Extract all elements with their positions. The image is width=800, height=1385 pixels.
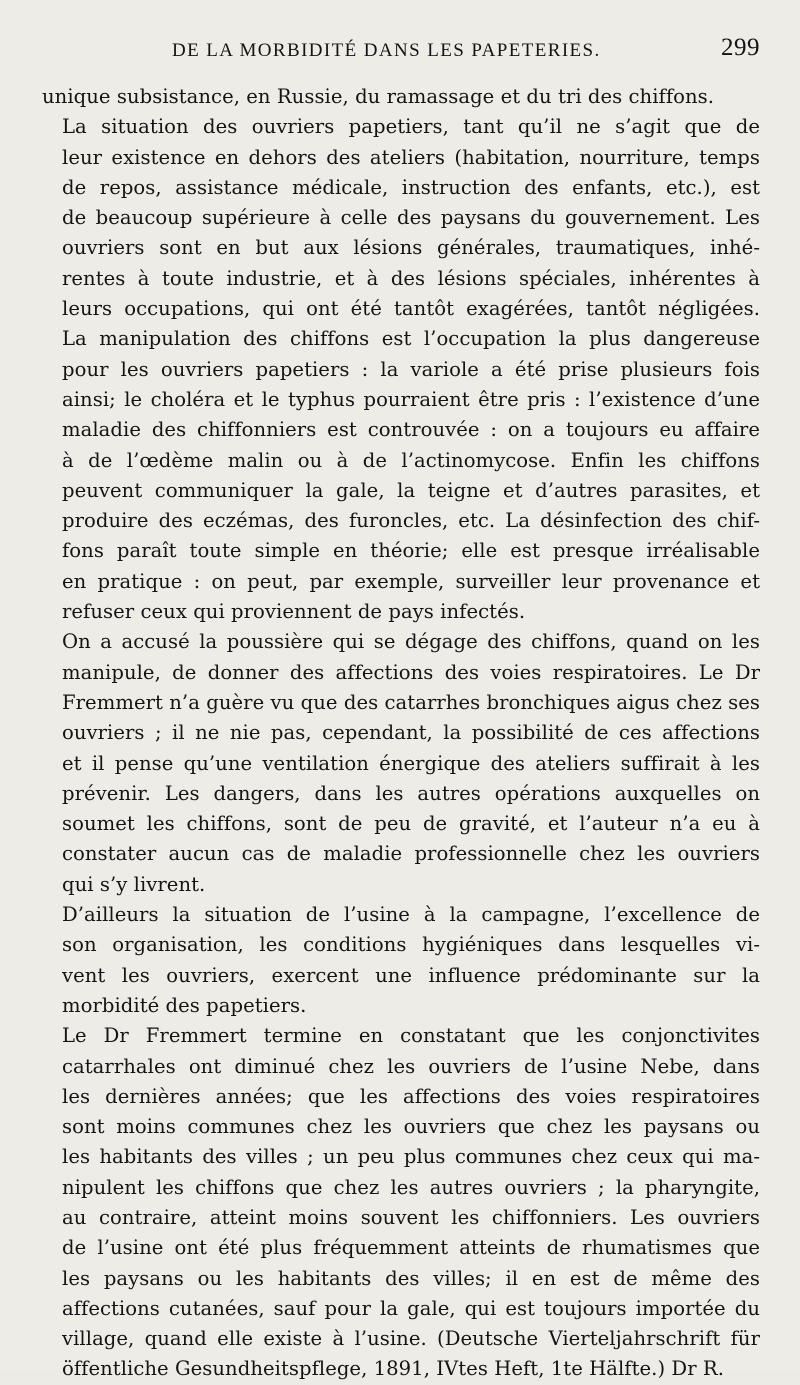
paragraph bbox=[42, 900, 760, 1021]
text-line: à de l’œdème malin ou à de l’actinomycose. Enfin les chiffons bbox=[62, 448, 760, 472]
text-line: leur existence en dehors des ateliers (habitation, nourriture, temps bbox=[62, 145, 760, 169]
paragraph bbox=[42, 1021, 760, 1385]
text-line: fons paraît toute simple en théorie; elle est presque irréalisable bbox=[62, 539, 760, 563]
text-line: qui s’y livrent. bbox=[62, 872, 206, 896]
page-number: 299 bbox=[721, 34, 760, 61]
text-line: rentes à toute industrie, et à des lésions spéciales, inhérentes à bbox=[62, 266, 760, 290]
running-title: DE LA MORBIDITÉ DANS LES PAPETERIES. bbox=[172, 40, 601, 61]
text-line: de l’usine ont été plus fréquemment atteints de rhumatismes que bbox=[62, 1236, 760, 1260]
text-line: La situation des ouvriers papetiers, tant qu’il ne s’agit que de bbox=[62, 115, 760, 139]
text-line: village, quand elle existe à l’usine. (Deutsche Vierteljahrschrift für bbox=[62, 1327, 760, 1351]
text-line: sont moins communes chez les ouvriers que chez les paysans ou bbox=[62, 1115, 760, 1139]
text-line: au contraire, atteint moins souvent les chiffonniers. Les ouvriers bbox=[62, 1205, 760, 1229]
text-line: les habitants des villes ; un peu plus communes chez ceux qui ma- bbox=[62, 1145, 760, 1169]
text-line: les dernières années; que les affections des voies respiratoires bbox=[62, 1084, 760, 1108]
text-line: maladie des chiffonniers est controuvée : on a toujours eu affaire bbox=[62, 418, 760, 442]
text-line: son organisation, les conditions hygiéniques dans lesquelles vi- bbox=[62, 933, 760, 957]
text-line: ouvriers ; il ne nie pas, cependant, la possibilité de ces affections bbox=[62, 721, 760, 745]
text-line: produire des eczémas, des furoncles, etc. La désinfection des chif- bbox=[62, 509, 760, 533]
text-line: en pratique : on peut, par exemple, surveiller leur provenance et bbox=[62, 569, 760, 593]
paragraph bbox=[42, 82, 760, 112]
text-line: peuvent communiquer la gale, la teigne et d’autres parasites, et bbox=[62, 478, 760, 502]
text-line: prévenir. Les dangers, dans les autres opérations auxquelles on bbox=[62, 781, 760, 805]
text-line: refuser ceux qui proviennent de pays infectés. bbox=[62, 600, 526, 624]
text-line: de repos, assistance médicale, instruction des enfants, etc.), est bbox=[62, 175, 760, 199]
text-line: On a accusé la poussière qui se dégage des chiffons, quand on les bbox=[62, 630, 760, 654]
text-line: Fremmert n’a guère vu que des catarrhes bronchiques aigus chez ses bbox=[62, 690, 760, 714]
text-line: morbidité des papetiers. bbox=[62, 993, 307, 1017]
text-line: et il pense qu’une ventilation énergique des ateliers suffirait à les bbox=[62, 751, 760, 775]
text-line: Le Dr Fremmert termine en constatant que les conjonctivites bbox=[62, 1024, 760, 1048]
text-line: nipulent les chiffons que chez les autres ouvriers ; la pharyngite, bbox=[62, 1175, 760, 1199]
text-line: ainsi; le choléra et le typhus pourraient être pris : l’existence d’une bbox=[62, 387, 760, 411]
text-line: les paysans ou les habitants des villes; il en est de même des bbox=[62, 1266, 760, 1290]
text-line: pour les ouvriers papetiers : la variole a été prise plusieurs fois bbox=[62, 357, 760, 381]
text-line: La manipulation des chiffons est l’occupation la plus dangereuse bbox=[62, 327, 760, 351]
text-line: ouvriers sont en but aux lésions générales, traumatiques, inhé- bbox=[62, 236, 760, 260]
paragraph bbox=[42, 627, 760, 900]
text-line: manipule, de donner des affections des voies respiratoires. Le Dr bbox=[62, 660, 760, 684]
text-line: constater aucun cas de maladie professionnelle chez les ouvriers bbox=[62, 842, 760, 866]
text-line: vent les ouvriers, exercent une influence prédominante sur la bbox=[62, 963, 760, 987]
article-body bbox=[42, 82, 760, 1385]
page-header bbox=[42, 34, 760, 82]
text-line: D’ailleurs la situation de l’usine à la campagne, l’excellence de bbox=[62, 903, 760, 927]
text-line: affections cutanées, sauf pour la gale, qui est toujours importée du bbox=[62, 1296, 760, 1320]
paragraph bbox=[42, 112, 760, 627]
text-line: leurs occupations, qui ont été tantôt exagérées, tantôt négligées. bbox=[62, 297, 760, 321]
text-line: soumet les chiffons, sont de peu de gravité, et l’auteur n’a eu à bbox=[62, 812, 760, 836]
text-line: öffentliche Gesundheitspflege, 1891, IVtes Heft, 1te Hälfte.) Dr R. bbox=[62, 1357, 724, 1381]
text-line: de beaucoup supérieure à celle des paysans du gouvernement. Les bbox=[62, 206, 760, 230]
text-line: unique subsistance, en Russie, du ramassage et du tri des chiffons. bbox=[42, 85, 715, 108]
text-line: catarrhales ont diminué chez les ouvriers de l’usine Nebe, dans bbox=[62, 1054, 760, 1078]
